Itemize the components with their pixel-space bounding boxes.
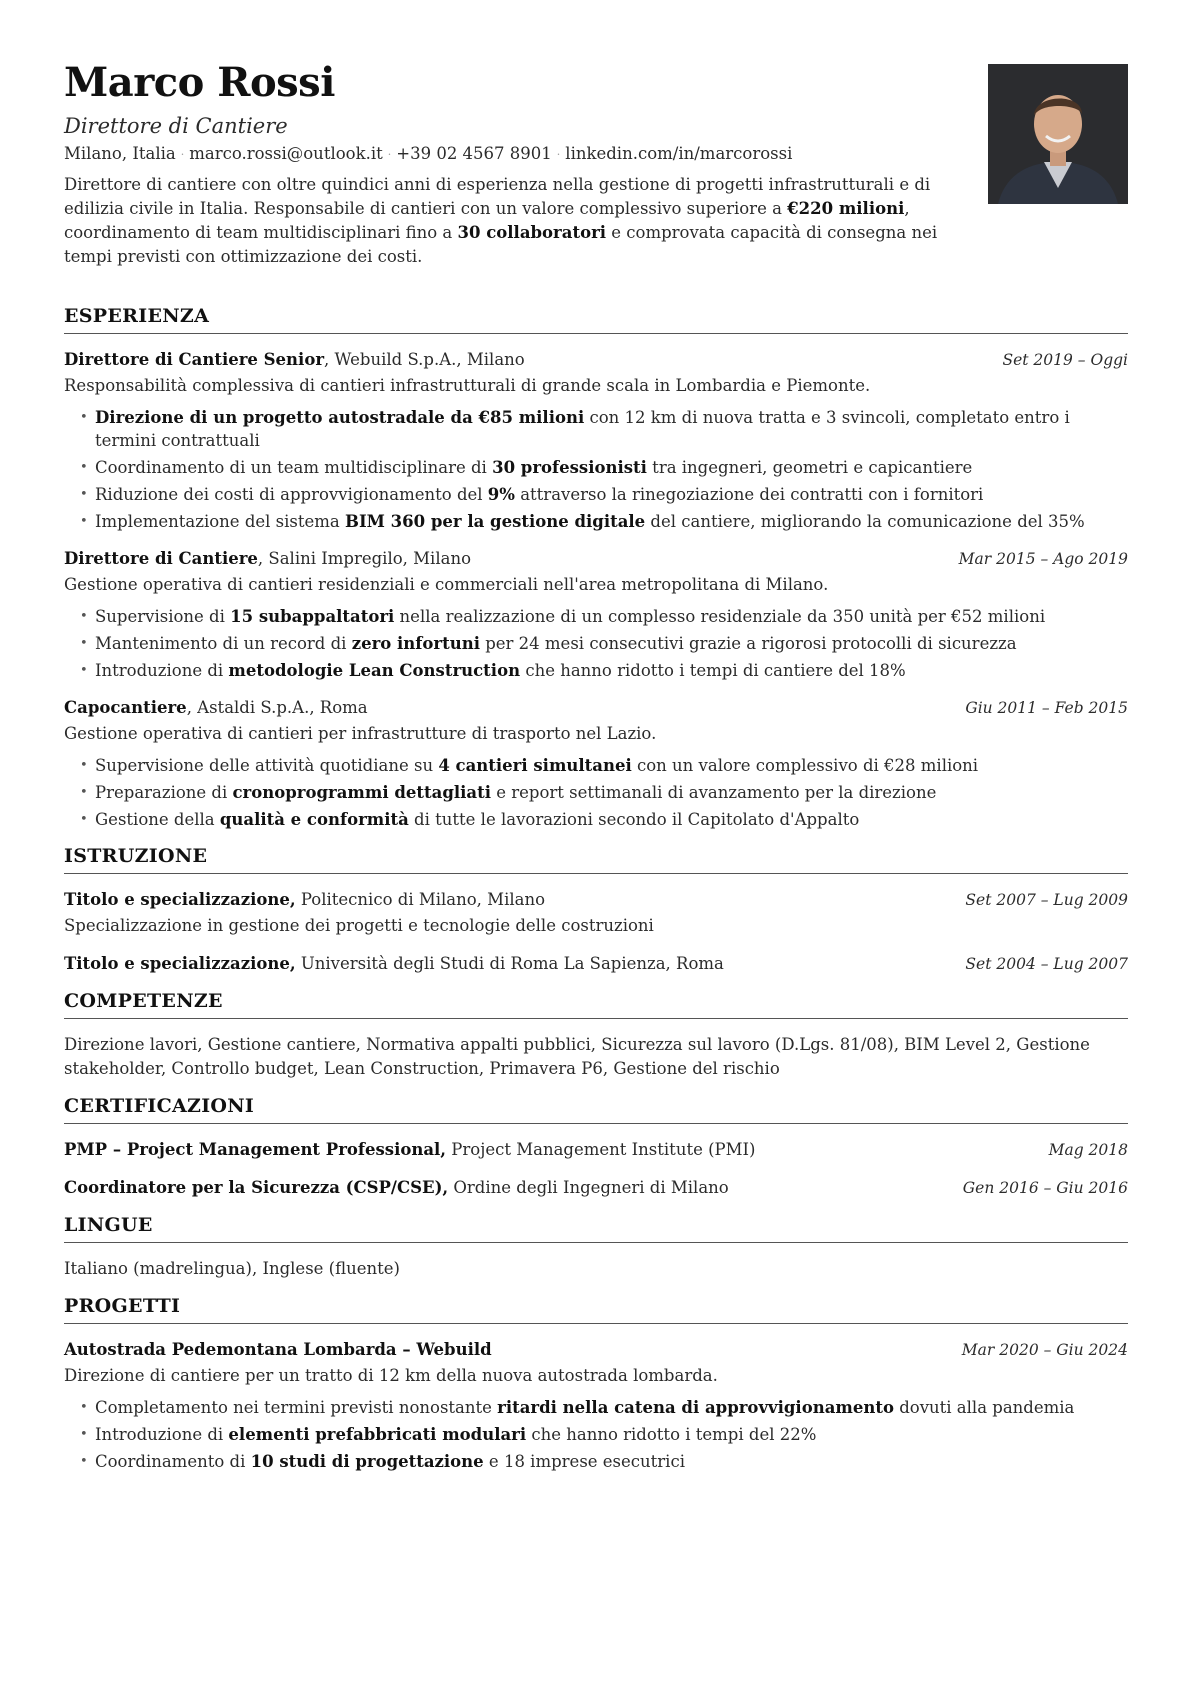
summary-text: e comprovata capacità di consegna nei tempi previsti con ottimizzazione dei costi.: [64, 223, 938, 266]
summary-highlight: €220 milioni: [787, 199, 905, 218]
bullet-list: [64, 754, 1128, 831]
bold-text: Capocantiere: [64, 698, 187, 717]
bullet-item: [95, 808, 1128, 831]
bullet-list: [64, 406, 1128, 533]
text-run: Introduzione di: [95, 1425, 229, 1444]
entry-description: Gestione operativa di cantieri residenziali e commerciali nell'area metropolitana di Milano.: [64, 575, 829, 594]
text-run: Preparazione di: [95, 783, 233, 802]
text-run: attraverso la rinegoziazione dei contratti con i fornitori: [514, 485, 984, 504]
bold-text: Autostrada Pedemontana Lombarda – Webuild: [64, 1340, 492, 1359]
entry-description: Direzione di cantiere per un tratto di 12 km della nuova autostrada lombarda.: [64, 1366, 718, 1385]
bullet-item: [95, 659, 1128, 682]
section-progetti: [64, 1295, 1128, 1473]
entry: [64, 1338, 1128, 1473]
text-run: dovuti alla pandemia: [893, 1398, 1075, 1417]
bold-text: qualità e conformità: [219, 810, 409, 829]
bold-text: Titolo e specializzazione,: [64, 954, 296, 973]
text-run: Gestione della: [95, 810, 220, 829]
entry: [64, 547, 1128, 682]
entry-title: [64, 696, 368, 720]
entry-header: [64, 547, 1128, 571]
bullet-item: [95, 605, 1128, 628]
job-title: Direttore di Cantiere: [64, 114, 288, 138]
text-run: con un valore complessivo di €28 milioni: [631, 756, 979, 775]
entry-date: Gen 2016 – Giu 2016: [962, 1179, 1128, 1197]
bold-text: cronoprogrammi dettagliati: [232, 783, 491, 802]
bullet-list: [64, 605, 1128, 682]
entry-header: [64, 696, 1128, 720]
section-istruzione: [64, 845, 1128, 976]
entry-title: [64, 888, 545, 912]
contact-line: [64, 144, 1128, 163]
section-esperienza: [64, 305, 1128, 831]
entry-description: Specializzazione in gestione dei progetti e tecnologie delle costruzioni: [64, 916, 654, 935]
bold-text: PMP – Project Management Professional,: [64, 1140, 447, 1159]
entry-date: Mar 2015 – Ago 2019: [958, 550, 1128, 568]
resume-sections: [64, 305, 1128, 1473]
bold-text: BIM 360 per la gestione digitale: [345, 512, 646, 531]
text-run: del cantiere, migliorando la comunicazione del 35%: [645, 512, 1085, 531]
text-run: , Salini Impregilo, Milano: [257, 549, 472, 568]
entry-title: [64, 1138, 755, 1162]
entry: [64, 888, 1128, 938]
bold-text: 15 subappaltatori: [230, 607, 395, 626]
text-run: per 24 mesi consecutivi grazie a rigorosi protocolli di sicurezza: [479, 634, 1017, 653]
summary-text: Direttore di cantiere con oltre quindici anni di esperienza nella gestione di progetti infrastrutturali e di edilizia civile in Italia. Responsabile di cantieri con un valore complessivo superiore a: [64, 175, 931, 218]
text-run: Supervisione delle attività quotidiane su: [95, 756, 439, 775]
text-run: Coordinamento di: [95, 1452, 251, 1471]
contact-email[interactable]: marco.rossi@outlook.it: [189, 144, 383, 163]
bold-text: Direttore di Cantiere: [64, 549, 258, 568]
section-title: CERTIFICAZIONI: [64, 1095, 1128, 1124]
contact-separator: ·: [387, 148, 392, 161]
section-certificazioni: [64, 1095, 1128, 1200]
section-lingue: [64, 1214, 1128, 1281]
section-title: COMPETENZE: [64, 990, 1128, 1019]
bold-text: metodologie Lean Construction: [228, 661, 521, 680]
text-run: che hanno ridotto i tempi del 22%: [526, 1425, 817, 1444]
section-competenze: [64, 990, 1128, 1081]
bold-text: 10 studi di progettazione: [250, 1452, 484, 1471]
entry: [64, 1176, 1128, 1200]
text-run: Completamento nei termini previsti nonostante: [95, 1398, 498, 1417]
entry-date: Mag 2018: [1048, 1141, 1128, 1159]
text-run: Coordinamento di un team multidisciplinare di: [95, 458, 493, 477]
text-run: Mantenimento di un record di: [95, 634, 352, 653]
bullet-item: [95, 754, 1128, 777]
section-title: ISTRUZIONE: [64, 845, 1128, 874]
bullet-item: [95, 632, 1128, 655]
bold-text: Direttore di Cantiere Senior: [64, 350, 325, 369]
entry-title: [64, 1176, 729, 1200]
text-run: Project Management Institute (PMI): [446, 1140, 756, 1159]
entry-header: [64, 348, 1128, 372]
bold-text: 30 professionisti: [492, 458, 647, 477]
bullet-item: [95, 1423, 1128, 1446]
text-run: Politecnico di Milano, Milano: [295, 890, 546, 909]
entry: [64, 952, 1128, 976]
text-run: e report settimanali di avanzamento per la direzione: [490, 783, 937, 802]
bullet-item: [95, 781, 1128, 804]
bold-text: elementi prefabbricati modulari: [228, 1425, 527, 1444]
text-run: , Astaldi S.p.A., Roma: [186, 698, 368, 717]
text-run: Implementazione del sistema: [95, 512, 345, 531]
text-run: di tutte le lavorazioni secondo il Capitolato d'Appalto: [408, 810, 860, 829]
bullet-item: [95, 510, 1128, 533]
entry-header: [64, 952, 1128, 976]
section-title: ESPERIENZA: [64, 305, 1128, 334]
bullet-item: [95, 406, 1128, 452]
bold-text: 4 cantieri simultanei: [438, 756, 632, 775]
entry-header: [64, 1176, 1128, 1200]
text-run: Supervisione di: [95, 607, 231, 626]
entry: [64, 1138, 1128, 1162]
entry-title: [64, 952, 724, 976]
text-run: Università degli Studi di Roma La Sapienza, Roma: [295, 954, 724, 973]
text-run: e 18 imprese esecutrici: [483, 1452, 685, 1471]
bold-text: Coordinatore per la Sicurezza (CSP/CSE),: [64, 1178, 449, 1197]
bold-text: Direzione di un progetto autostradale da €85 milioni: [95, 408, 585, 427]
person-icon: [988, 64, 1128, 204]
text-run: Riduzione dei costi di approvvigionamento del: [95, 485, 488, 504]
resume-page: [64, 60, 1128, 1477]
bold-text: 9%: [487, 485, 515, 504]
section-text: Italiano (madrelingua), Inglese (fluente): [64, 1259, 400, 1278]
entry-title: [64, 1338, 492, 1362]
summary-highlight: 30 collaboratori: [457, 223, 607, 242]
entry-header: [64, 1138, 1128, 1162]
bullet-item: [95, 456, 1128, 479]
entry-title: [64, 348, 525, 372]
text-run: Introduzione di: [95, 661, 229, 680]
entry: [64, 348, 1128, 533]
entry-date: Set 2019 – Oggi: [1002, 351, 1128, 369]
entry-date: Set 2007 – Lug 2009: [965, 891, 1128, 909]
text-run: nella realizzazione di un complesso residenziale da 350 unità per €52 milioni: [394, 607, 1046, 626]
summary-text: , coordinamento di team multidisciplinari fino a: [64, 199, 910, 242]
entry-date: Giu 2011 – Feb 2015: [965, 699, 1128, 717]
section-title: PROGETTI: [64, 1295, 1128, 1324]
contact-linkedin[interactable]: linkedin.com/in/marcorossi: [565, 144, 793, 163]
text-run: che hanno ridotto i tempi di cantiere del 18%: [520, 661, 906, 680]
entry-description: Responsabilità complessiva di cantieri infrastrutturali di grande scala in Lombardia e Piemonte.: [64, 376, 871, 395]
contact-phone[interactable]: +39 02 4567 8901: [396, 144, 552, 163]
text-run: Ordine degli Ingegneri di Milano: [448, 1178, 729, 1197]
entry-date: Set 2004 – Lug 2007: [965, 955, 1128, 973]
contact-location: Milano, Italia: [64, 144, 176, 163]
text-run: tra ingegneri, geometri e capicantiere: [646, 458, 973, 477]
entry-description: Gestione operativa di cantieri per infrastrutture di trasporto nel Lazio.: [64, 724, 657, 743]
section-title: LINGUE: [64, 1214, 1128, 1243]
contact-separator: ·: [556, 148, 561, 161]
section-text: Direzione lavori, Gestione cantiere, Normativa appalti pubblici, Sicurezza sul lavoro (D.Lgs. 81/08), BIM Level 2, Gestione stakeholder, Controllo budget, Lean Construction, Primavera P6, Gestione del rischio: [64, 1035, 1090, 1078]
bold-text: zero infortuni: [351, 634, 480, 653]
bullet-item: [95, 1396, 1128, 1419]
entry-date: Mar 2020 – Giu 2024: [961, 1341, 1128, 1359]
contact-separator: ·: [180, 148, 185, 161]
entry-header: [64, 888, 1128, 912]
bold-text: Titolo e specializzazione,: [64, 890, 296, 909]
entry-header: [64, 1338, 1128, 1362]
bullet-list: [64, 1396, 1128, 1473]
bullet-item: [95, 1450, 1128, 1473]
profile-photo: [988, 64, 1128, 204]
profile-summary: [64, 173, 964, 269]
bold-text: ritardi nella catena di approvvigionamento: [497, 1398, 894, 1417]
entry: [64, 696, 1128, 831]
candidate-name: Marco Rossi: [64, 59, 335, 106]
text-run: con 12 km di nuova tratta e 3 svincoli, completato entro i termini contrattuali: [95, 408, 1070, 450]
entry-title: [64, 547, 471, 571]
text-run: , Webuild S.p.A., Milano: [324, 350, 525, 369]
bullet-item: [95, 483, 1128, 506]
